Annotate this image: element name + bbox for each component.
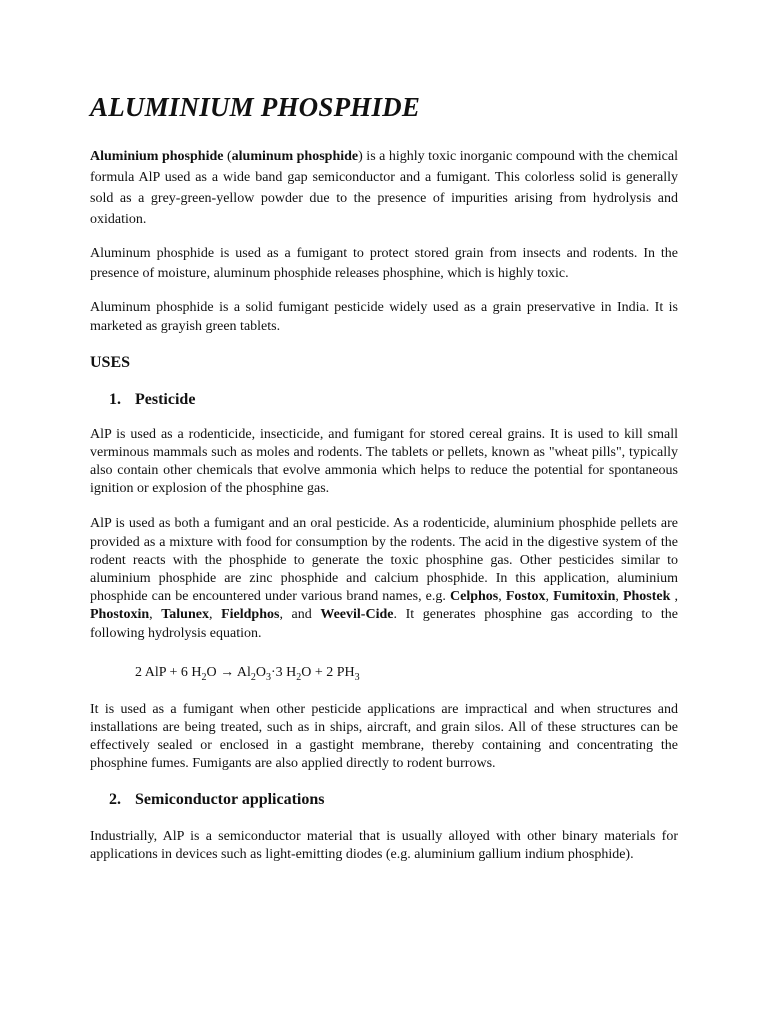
equation-part: 2 AlP + 6 H [135,664,202,680]
fumigant-paragraph: Aluminum phosphide is used as a fumigant to protect stored grain from insects and rodents. In the presence of moisture, aluminum phosphide releases phosphine, which is highly toxic. [90,245,678,282]
india-paragraph: Aluminum phosphide is a solid fumigant pesticide widely used as a grain preservative in India. It is marketed as grayish green tablets. [90,299,678,335]
equation-part: O → Al [206,664,251,680]
brand-name: Talunex [161,607,209,623]
intro-alt-term: aluminum phosphide [231,149,359,164]
section-number: 2. [109,790,121,808]
fumigant-structures-paragraph: It is used as a fumigant when other pesticide applications are impractical and when structures and installations are being treated, such as in ships, aircraft, and grain silos. All of these structures can be effectively sealed or enclosed in a gastight membrane, thereby containing and concentrating the phosphine fumes. Fumigants are also applied directly to rodent burrows. [90,701,678,772]
rodenticide-paragraph: AlP is used as a rodenticide, insecticide, and fumigant for stored cereal grains. It is used to kill small verminous mammals such as moles and rodents. The tablets or pellets, known as "wheat pills", typically also contain other chemicals that evolve ammonia which helps to reduce the potential for spontaneous ignition or explosion of the phosphine gas. [90,426,678,497]
brand-name: Weevil-Cide [320,607,394,623]
document-body [90,92,678,864]
brand-name: Fostox [505,589,546,605]
equation-part: ·3 H [270,664,297,680]
intro-paragraph: Aluminium phosphide (aluminum phosphide) is a highly toxic inorganic compound with the chemical formula AlP used as a wide band gap semiconductor and a fumigant. This colorless solid is generally sold as a grey-green-yellow powder due to the presence of impurities arising from hydrolysis and oxidation. [90,149,678,227]
section-number: 1. [109,390,121,408]
brand-name: Phostoxin [90,607,150,623]
brand-name: Fumitoxin [553,589,616,605]
equation-subscript: 2 [250,671,256,683]
oral-pesticide-paragraph: AlP is used as both a fumigant and an oral pesticide. As a rodenticide, aluminium phosphide pellets are provided as a mixture with food for consumption by the rodents. The acid in the digestive system of the rodent reacts with the phosphide to generate the toxic phosphine gas. Other pesticides similar to aluminium phosphide are zinc phosphide and calcium phosphide. In this application, aluminium phosphide can be encountered under various brand names, e.g. Celphos, Fostox, Fumitoxin, Phostek , Phostoxin, Talunex, Fieldphos, and Weevil-Cide. It generates phosphine gas according to the following hydrolysis equation. [90,516,679,641]
section-heading-semiconductor [109,791,678,809]
uses-heading: USES [90,353,131,371]
equation-subscript: 3 [265,671,271,683]
intro-term: Aluminium phosphide [90,149,224,164]
document-title: ALUMINIUM PHOSPHIDE [90,92,421,122]
equation-subscript: 3 [354,671,360,683]
section-title: Pesticide [135,390,196,408]
semiconductor-paragraph: Industrially, AlP is a semiconductor material that is usually alloyed with other binary materials for applications in devices such as light-emitting diodes (e.g. aluminium gallium indium phosphide). [90,828,678,862]
section-title: Semiconductor applications [135,790,325,808]
section-heading-pesticide [109,391,678,409]
brand-name: Fieldphos [221,607,280,623]
equation-part: O + 2 PH [301,664,355,680]
brand-name: Phostek [622,589,671,605]
intro-text: ) is a highly toxic inorganic compound with the chemical formula AlP used as a wide band gap semiconductor and a fumigant. This colorless solid is generally sold as a grey-green-yellow powder due to the presence of impurities arising from hydrolysis and oxidation. [90,149,678,227]
equation-subscript: 2 [201,671,207,683]
equation-intro-text: It generates phosphine gas according to the following hydrolysis equation. [90,607,679,641]
hydrolysis-equation [135,664,678,682]
brand-name: Celphos [450,589,499,605]
oral-pesticide-text: AlP is used as both a fumigant and an oral pesticide. As a rodenticide, aluminium phosphide pellets are provided as a mixture with food for consumption by the rodents. The acid in the digestive system of the rodent reacts with the phosphide to generate the toxic phosphine gas. Other pesticides similar to aluminium phosphide are zinc phosphide and calcium phosphide. In this application, aluminium phosphide can be encountered under various brand names, e.g. [90,516,678,605]
equation-part: O [255,664,266,680]
equation-subscript: 2 [296,671,302,683]
